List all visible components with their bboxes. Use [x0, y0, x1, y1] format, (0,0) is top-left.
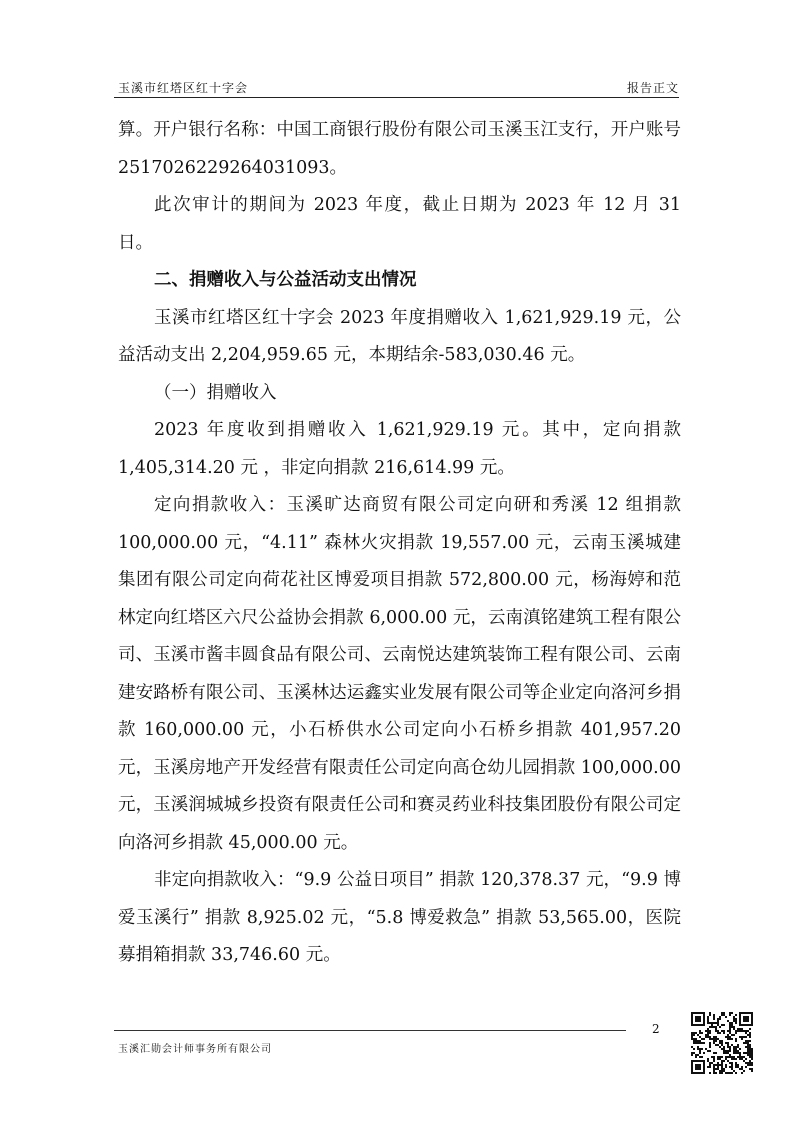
paragraph-bank-account: 算。开户银行名称：中国工商银行股份有限公司玉溪玉江支行，开户账号 2517026229264031093。	[118, 120, 681, 178]
page-number: 2	[652, 1022, 660, 1036]
header-org-name: 玉溪市红塔区红十字会	[118, 81, 249, 95]
subsection-heading-donation-income: （一）捐赠收入	[154, 382, 277, 403]
qr-code-icon	[691, 1012, 753, 1074]
footer-firm-name: 玉溪汇勋会计师事务所有限公司	[118, 1044, 272, 1055]
paragraph-summary: 玉溪市红塔区红十字会 2023 年度捐赠收入 1,621,929.19 元，公益活动支出 2,204,959.65 元，本期结余-583,030.46 元。	[118, 307, 681, 365]
header-section-label: 报告正文	[626, 81, 679, 95]
section-heading-donations: 二、捐赠收入与公益活动支出情况	[154, 270, 417, 290]
paragraph-audit-period: 此次审计的期间为 2023 年度，截止日期为 2023 年 12 月 31 日。	[118, 195, 681, 253]
paragraph-donation-income: 2023 年度收到捐赠收入 1,621,929.19 元。其中，定向捐款 1,405,314.20 元 ，非定向捐款 216,614.99 元。	[118, 420, 681, 478]
footer-divider	[114, 1030, 626, 1031]
document-body	[118, 112, 681, 975]
paragraph-undirected-donations: 非定向捐款收入：“9.9 公益日项目” 捐款 120,378.37 元，“9.9 博爱玉溪行” 捐款 8,925.02 元，“5.8 博爱救急” 捐款 53,565.00，医院募捐箱捐款 33,746.60 元。	[118, 870, 681, 965]
paragraph-directed-donations: 定向捐款收入：玉溪旷达商贸有限公司定向研和秀溪 12 组捐款 100,000.00 元，“4.11” 森林火灾捐款 19,557.00 元，云南玉溪城建集团有限公司定向荷花社区博爱项目捐款 572,800.00 元，杨海婷和范林定向红塔区六尺公益协会捐款 6,000.00 元，云南滇铭建筑工程有限公司、玉溪市酱丰圆食品有限公司、云南悦达建筑装饰工程有限公司、云南建安路桥有限公司、玉溪林达运鑫实业发展有限公司等企业定向洛河乡捐款 160,000.00 元，小石桥供水公司定向小石桥乡捐款 401,957.20 元，玉溪房地产开发经营有限责任公司定向高仓幼儿园捐款 100,000.00 元，玉溪润城城乡投资有限责任公司和赛灵药业科技集团股份有限公司定向洛河乡捐款 45,000.00 元。	[118, 495, 681, 853]
header-divider	[114, 97, 679, 98]
